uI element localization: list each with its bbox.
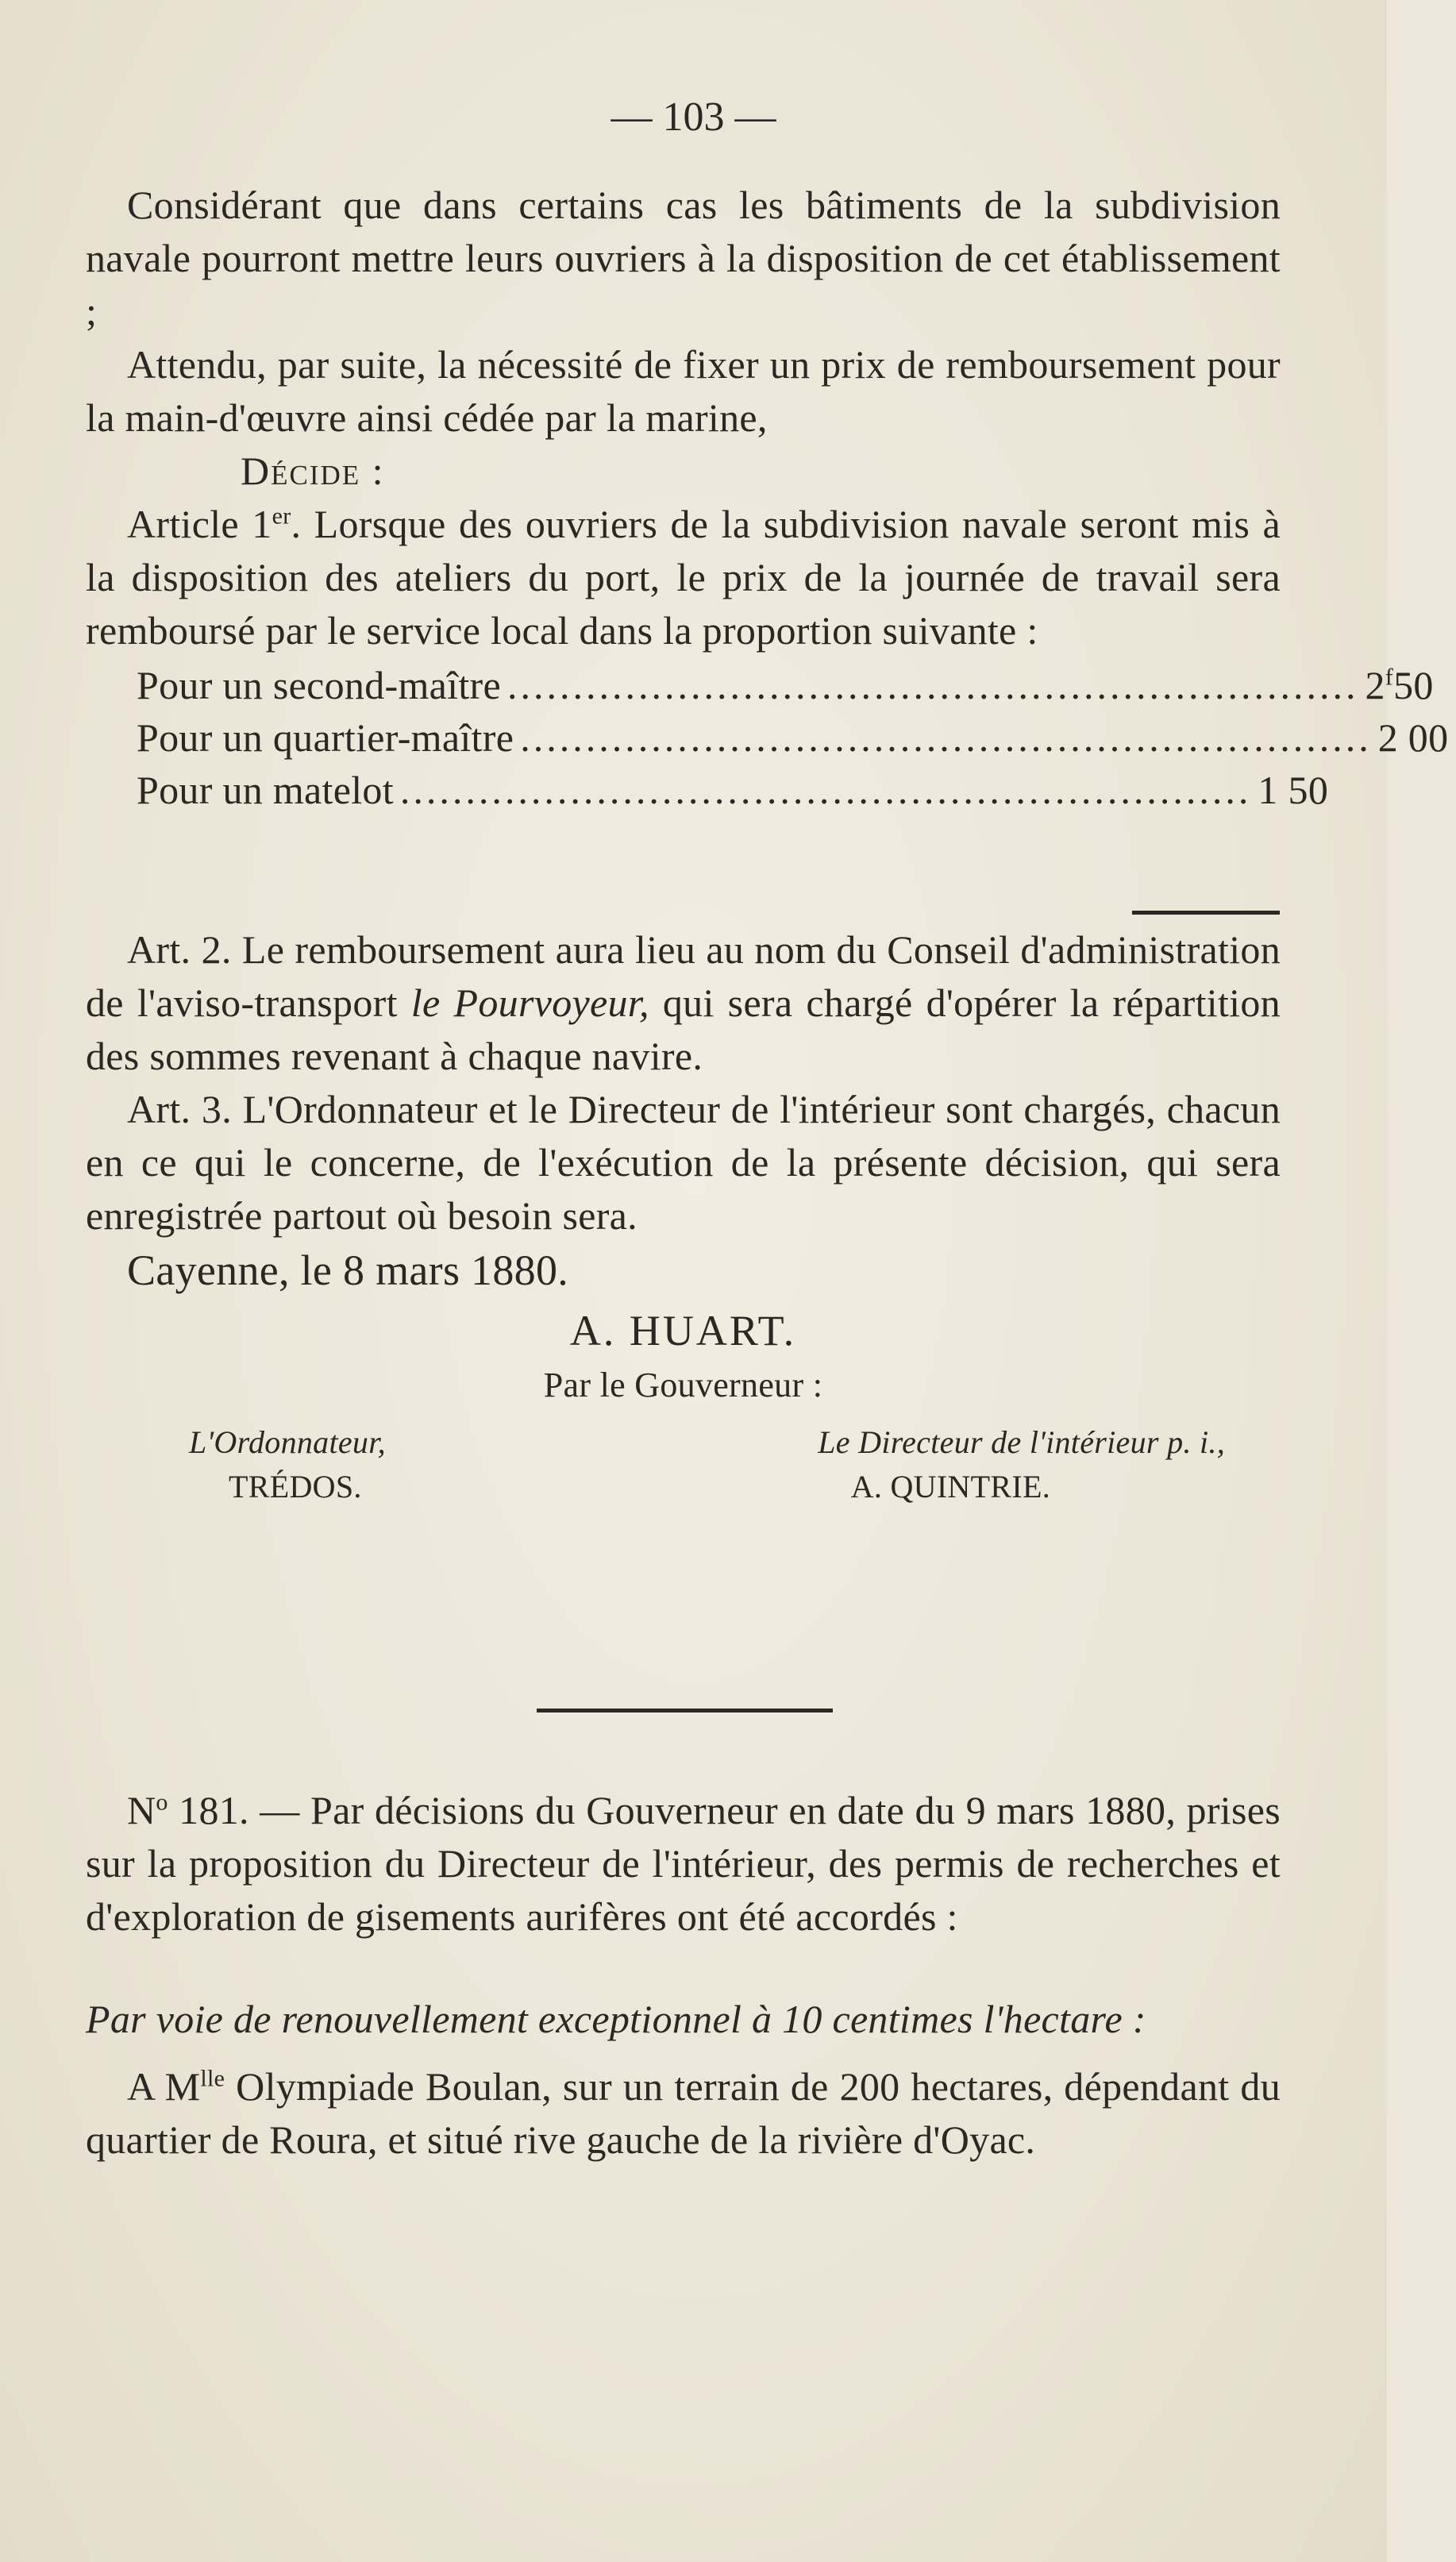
ship-name: le Pourvoyeur, bbox=[410, 980, 649, 1025]
directeur-title: Le Directeur de l'intérieur p. i., bbox=[818, 1424, 1225, 1460]
text-block-1 bbox=[86, 179, 1449, 816]
paragraph-boulan-permit bbox=[86, 2060, 1281, 2167]
renewal-subheading: Par voie de renouvellement exceptionnel à 10 centimes l'hectare : bbox=[86, 1997, 1146, 2041]
decision-181-text: 181. — Par décisions du Gouverneur en date du 9 mars 1880, prises sur la proposition du Directeur de l'intérieur, des permis de recherches et d'exploration de gisements aurifères ont été accordés : bbox=[86, 1788, 1281, 1939]
ordonnateur-title: L'Ordonnateur, bbox=[189, 1424, 386, 1460]
leader-dots: ................................................................. bbox=[520, 715, 1372, 760]
rate-row bbox=[86, 659, 1434, 711]
leader-dots: ................................................................. bbox=[399, 768, 1252, 812]
paragraph-attendu: Attendu, par suite, la nécessité de fixer un prix de remboursement pour la main-d'œuvre ainsi cédée par la marine, bbox=[86, 342, 1281, 440]
signature-names bbox=[86, 1465, 1281, 1509]
rate-row bbox=[86, 711, 1449, 764]
signatory: A. HUART. bbox=[569, 1307, 797, 1354]
rate-value-main: 2 bbox=[1365, 663, 1385, 707]
par-le-gouverneur: Par le Gouverneur : bbox=[543, 1366, 823, 1404]
paragraph-article-3: Art. 3. L'Ordonnateur et le Directeur de l'intérieur sont chargés, chacun en ce qui le concerne, de l'exécution de la présente décision, qui sera enregistrée partout où besoin sera. bbox=[86, 1087, 1281, 1238]
paragraph-article-1 bbox=[86, 498, 1281, 657]
rate-label: Pour un second-maître bbox=[137, 663, 501, 707]
rate-value-rest: 50 bbox=[1393, 663, 1434, 707]
text-block-2 bbox=[86, 923, 1281, 1509]
article-2-text: Art. 2. Le remboursement aura lieu au nom du Conseil d'administration de l'aviso-transport bbox=[86, 927, 1281, 1025]
rates-table bbox=[86, 659, 1449, 816]
number-prefix: N bbox=[127, 1788, 156, 1832]
article-1-prefix: Article 1 bbox=[127, 502, 272, 546]
leader-dots: ................................................................. bbox=[507, 663, 1359, 707]
signature-titles bbox=[86, 1420, 1281, 1465]
rate-row bbox=[86, 764, 1329, 816]
rate-label: Pour un matelot bbox=[137, 768, 394, 812]
page-number: — 103 — bbox=[611, 94, 776, 140]
article-2-text-end: qui sera chargé d'opérer la répartition des sommes revenant à chaque navire. bbox=[86, 980, 1281, 1078]
article-1-text: . Lorsque des ouvriers de la subdivision navale seront mis à la disposition des ateliers du port, le prix de la journée de travail sera remboursé par le service local dans la proportion suivante : bbox=[86, 502, 1281, 653]
permit-prefix: A M bbox=[127, 2064, 201, 2109]
rate-value bbox=[1365, 659, 1441, 712]
ordonnateur-name: TRÉDOS. bbox=[229, 1469, 362, 1504]
text-block-3 bbox=[86, 1784, 1281, 2167]
rate-value: 1 50 bbox=[1258, 768, 1329, 812]
article-1-sup: er bbox=[272, 503, 291, 530]
rate-value-sup: f bbox=[1385, 664, 1394, 691]
rate-label: Pour un quartier-maître bbox=[137, 715, 514, 760]
section-divider bbox=[537, 1709, 833, 1712]
number-sup: o bbox=[156, 1789, 168, 1816]
paragraph-article-2 bbox=[86, 923, 1281, 1083]
table-total-rule bbox=[1132, 911, 1280, 915]
rate-value: 2 00 bbox=[1377, 715, 1449, 760]
paragraph-decision-181 bbox=[86, 1784, 1281, 1944]
paragraph-considerant: Considérant que dans certains cas les bâtiments de la subdivision navale pourront mettre leurs ouvriers à la disposition de cet établissement ; bbox=[86, 183, 1281, 333]
permit-sup: lle bbox=[200, 2065, 225, 2092]
decide-heading: Décide : bbox=[241, 449, 385, 493]
directeur-name: A. QUINTRIE. bbox=[850, 1469, 1050, 1504]
permit-text: Olympiade Boulan, sur un terrain de 200 hectares, dépendant du quartier de Roura, et situé rive gauche de la rivière d'Oyac. bbox=[86, 2064, 1281, 2162]
place-date: Cayenne, le 8 mars 1880. bbox=[127, 1246, 569, 1294]
